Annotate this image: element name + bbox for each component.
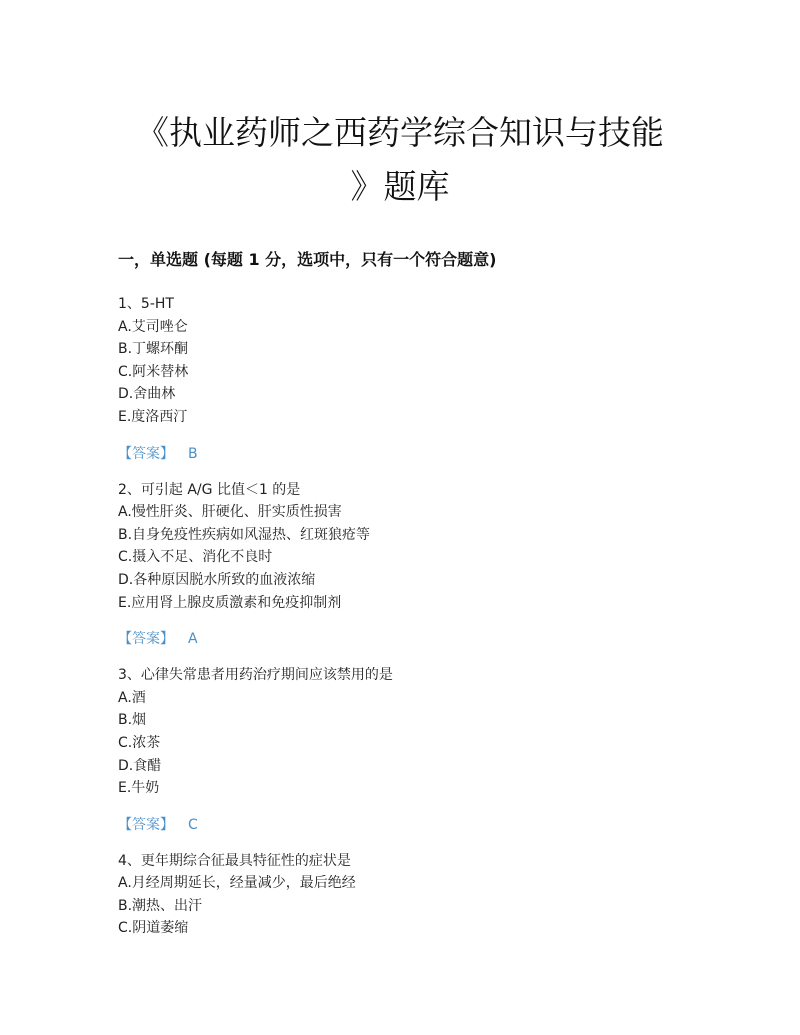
answer-line: [118, 814, 718, 836]
option-e: E.度洛西汀: [118, 408, 188, 425]
option-d: D.食醋: [118, 757, 162, 774]
option-b: B.自身免疫性疾病如风湿热、红斑狼疮等: [118, 526, 371, 543]
option-c: C.阴道萎缩: [118, 920, 189, 937]
option-b: B.潮热、出汗: [118, 897, 203, 914]
question-list: [118, 293, 718, 954]
question-stem: 3、心律失常患者用药治疗期间应该禁用的是: [118, 667, 393, 684]
answer-line: [118, 443, 718, 465]
answer-value: C: [188, 816, 198, 833]
option-a: A.慢性肝炎、肝硬化、肝实质性损害: [118, 504, 342, 521]
answer-value: A: [188, 631, 198, 648]
option-a: A.月经周期延长，经量减少，最后绝经: [118, 875, 356, 892]
option-e: E.应用肾上腺皮质激素和免疫抑制剂: [118, 594, 342, 611]
option-b: B.丁螺环酮: [118, 341, 189, 358]
option-c: C.摄入不足、消化不良时: [118, 549, 273, 566]
question-1: [118, 293, 718, 465]
answer-label: 【答案】: [118, 445, 174, 462]
option-e: E.牛奶: [118, 780, 160, 797]
question-stem: 4、更年期综合征最具特征性的症状是: [118, 852, 351, 869]
answer-value: B: [188, 445, 198, 462]
section-heading: 一，单选题 (每题 1 分，选项中，只有一个符合题意): [118, 250, 497, 269]
option-d: D.舍曲林: [118, 386, 176, 403]
document-title-line-1: 《执业药师之西药学综合知识与技能: [136, 113, 664, 152]
option-b: B.烟: [118, 712, 147, 729]
question-3: [118, 664, 718, 836]
option-d: D.各种原因脱水所致的血液浓缩: [118, 571, 316, 588]
answer-line: [118, 628, 718, 650]
document-title-line-2: 》题库: [350, 167, 450, 206]
option-a: A.艾司唑仑: [118, 318, 188, 335]
option-a: A.酒: [118, 689, 146, 706]
document-title: [100, 106, 700, 214]
answer-label: 【答案】: [118, 816, 174, 833]
option-c: C.阿米替林: [118, 363, 189, 380]
answer-label: 【答案】: [118, 631, 174, 648]
question-4: [118, 850, 718, 940]
question-stem: 2、可引起 A/G 比值＜1 的是: [118, 481, 301, 498]
question-2: [118, 479, 718, 651]
question-stem: 1、5-HT: [118, 296, 174, 312]
option-c: C.浓茶: [118, 734, 161, 751]
